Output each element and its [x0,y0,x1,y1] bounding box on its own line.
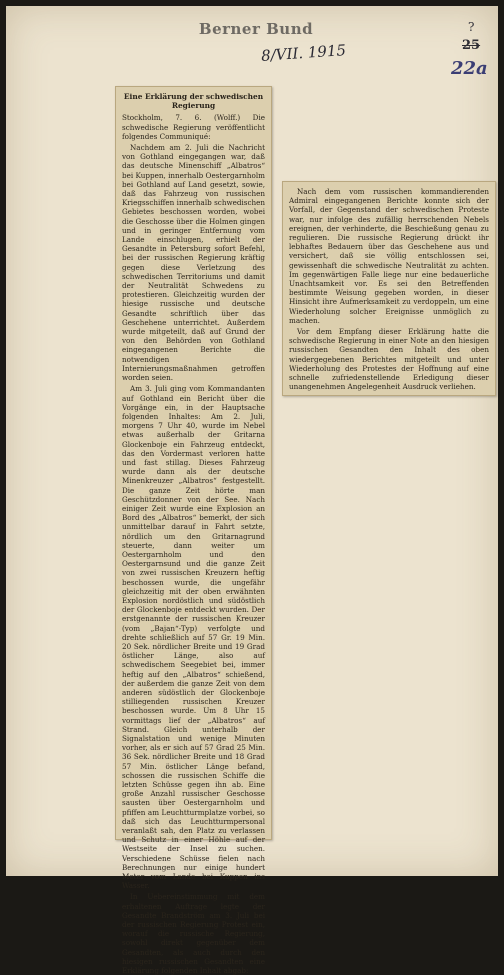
article-paragraph: Stockholm, 7. 6. (Wolff.) Die schwedische Regierung veröffentlicht folgendes Communiqué: [122,113,265,141]
article-clipping-right [282,181,496,396]
handwritten-date: 8/VII. 1915 [260,41,347,65]
article-paragraph: Nach dem vom russischen kommandierenden Admiral eingegangenen Berichte konnte sich der Vorfall, der Gegenstand der schwedischen Proteste war, nur infolge des zufällig herrschenden Nebels ereignen, der verhinderte, die Beschießung genau zu regulieren. Die russische Regierung drückt ihr lebhaftes Bedauern über das Geschehene aus und versichert, daß sie völlig entschlossen sei, gewissenhaft die schwedische Neutralität zu achten. Im gegenwärtigen Falle liege nur eine bedauerliche Unachtsamkeit vor. Es sei den Betreffenden bestimmte Weisung gegeben worden, in dieser Hinsicht ihre Aufmerksamkeit zu verdoppeln, um eine Wiederholung solcher Ereignisse unmöglich zu machen. [289,187,489,325]
article-paragraph: In Uebereinstimmung mit dem erhaltenen Auftrage legte der Gesandte Brandström am 3. Juli bei der russischen Regierung Protest ein, worauf die russische Regierung, sowohl direkt gegenüber dem Gesandten, als auch durch den hiesigen russischen Gesandten eine Erklärung folgenden Inhalt abgab: [122,892,265,975]
article-paragraph: Vor dem Empfang dieser Erklärung hatte die schwedische Regierung in einer Note an den hiesigen russischen Gesandten den Inhalt des oben wiedergegebenen Berichtes mitgeteilt und unter Wiederholung des Protestes der Hoffnung auf eine schnelle zufriedenstellende Erledigung dieser unangenehmen Angelegenheit Ausdruck verliehen. [289,327,489,392]
folio-number: 22a [451,58,488,79]
article-paragraph: Am 3. Juli ging vom Kommandanten auf Gothland ein Bericht über die Vorgänge ein, in der Hauptsache folgenden Inhaltes: Am 2. Juli, morgens 7 Uhr 40, wurde im Nebel etwas außerhalb der Gritarna Glockenboje ein Fahrzeug entdeckt, das den Vordermast verloren hatte und fast stillag. Dieses Fahrzeug wurde dann als der deutsche Minenkreuzer „Albatros“ festgestellt. Die ganze Zeit hörte man Geschützdonner von der See. Nach einiger Zeit wurde eine Explosion an Bord des „Albatros“ bemerkt, der sich unmittelbar darauf in Fahrt setzte, nördlich um den Gritarnagrund steuerte, dann weiter um Oestergarnholm und den Oestergarnsund und die ganze Zeit von zwei russischen Kreuzern heftig beschossen wurde, die ungefähr gleichzeitig mit der oben erwähnten Explosion nordöstlich und südöstlich der Glockenboje entdeckt wurden. Der erstgenannte der russischen Kreuzer (vom „Bajan“-Typ) verfolgte und drehte schließlich auf 57 Gr. 19 Min. 20 Sek. nördlicher Breite und 19 Grad östlicher Länge, also auf schwedischem Seegebiet bei, immer heftig auf den „Albatros“ schießend, der außerdem die ganze Zeit von dem anderen südöstlich der Glockenboje stilliegenden russischen Kreuzer beschossen wurde. Um 8 Uhr 15 vormittags lief der „Albatros“ auf Strand. Gleich unterhalb der Signalstation und wenige Minuten vorher, als er sich auf 57 Grad 25 Min. 36 Sek. nördlicher Breite und 18 Grad 57 Min. östlicher Länge befand, schossen die russischen Schiffe die letzten Schüsse gegen ihn ab. Eine große Anzahl russischer Geschosse sausten über Oestergarnholm und pfiffen am Leuchtturmplatze vorbei, so daß sich das Leuchtturmpersonal veranlaßt sah, den Platz zu verlassen und Schutz in einer Höhle auf der Westseite der Insel zu suchen. Verschiedene Schüsse fielen nach Berechnungen nur einige hundert Meter vom Lande bei Kuppen ins Wasser. [122,384,265,891]
corner-mark: ? [468,20,475,34]
newspaper-masthead: Berner Bund [198,20,314,38]
article-paragraph: Nachdem am 2. Juli die Nachricht von Gothland eingegangen war, daß das deutsche Minenschiff „Albatros“ bei Kuppen, innerhalb Oestergarnholm bei Gothland auf Land gesetzt, sowie, daß das Fahrzeug von russischen Kriegsschiffen innerhalb schwedischen Gebietes beschossen worden, wobei die Geschosse über die Holmen gingen und in geringer Entfernung vom Lande einschlugen, erhielt der Gesandte in Petersburg sofort Befehl, bei der russischen Regierung kräftig gegen diese Verletzung des schwedischen Territoriums und damit der Neutralität Schwedens zu protestieren. Gleichzeitig wurden der hiesige russische und deutsche Gesandte schriftlich über das Geschehene unterrichtet. Außerdem wurde mitgeteilt, daß auf Grund der von den Behörden von Gothland eingegangenen Berichte die notwendigen Internierungsmaßnahmen getroffen worden seien. [122,143,265,383]
article-clipping-left [115,86,272,975]
struck-page-number: 25 [462,38,481,53]
article-headline: Eine Erklärung der schwedischen Regierung [123,92,264,111]
archive-sheet [6,6,498,975]
